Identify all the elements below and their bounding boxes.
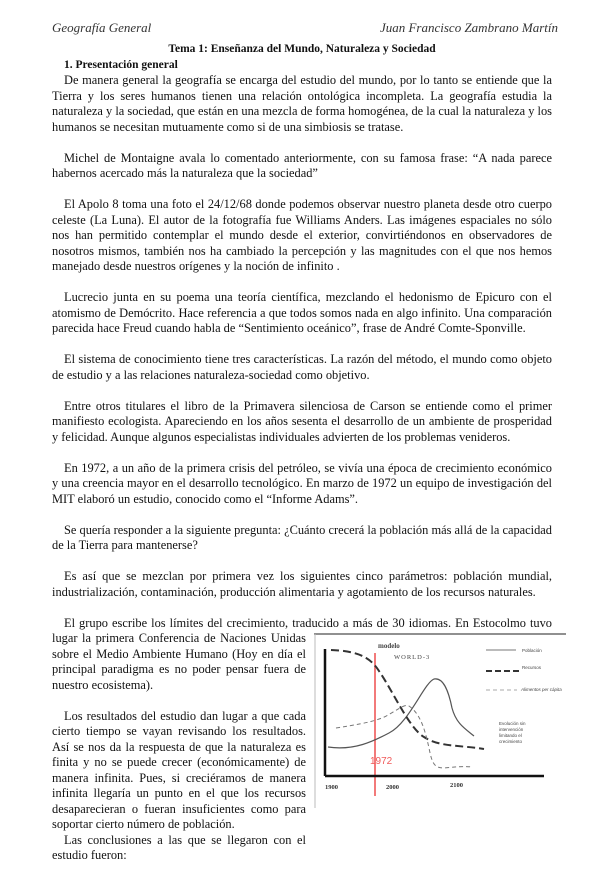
- series-resources: [331, 650, 484, 749]
- world3-chart: [314, 633, 566, 833]
- figure-title-2: WORLD-3: [394, 654, 431, 661]
- paragraph: Michel de Montaigne avala lo comentado anteriormente, con su famosa frase: “A nada parece habernos acercado más la naturaleza que la sociedad”: [52, 150, 552, 180]
- paragraph: El Apolo 8 toma una foto el 24/12/68 donde podemos observar nuestro planeta desde otro cuerpo celeste (La Luna). El autor de la fotografía fue Williams Anders. Las imágenes espaciales no sólo nos han permitido contemplar el mundo desde el exterior, convirtiéndonos en observadores de nosotros mismos, también nos ha cambiado la percepción y las magnitudes con el que nos hemos manejado desde nuestros orígenes y la noción de infinito .: [52, 197, 552, 273]
- x-tick-1900: 1900: [325, 784, 338, 791]
- series-food-per-capita: [336, 705, 472, 768]
- x-tick-2000: 2000: [386, 784, 399, 791]
- chart-note: Evolución sin intervención limitando el crecimiento: [499, 721, 526, 744]
- header-author: Juan Francisco Zambrano Martín: [379, 20, 558, 35]
- paragraph: Los resultados del estudio dan lugar a que cada cierto tiempo se vayan revisando los resultados. Así se nos da la respuesta de que la naturaleza es finita y no se puede crecer (económicamente) de manera infinita. Pues, si creciéramos de manera infinita llegaría un punto en el que los recursos desaparecieran o fueran insuficientes como para soportar cierto número de población.: [52, 708, 306, 831]
- legend-resources: Recursos: [522, 665, 542, 670]
- world3-model-figure: [314, 633, 566, 833]
- paragraph: Lucrecio junta en su poema una teoría científica, mezclando el hedonismo de Epicuro con el atomismo de Demócrito. Hace referencia a que todos somos nada en algo infinito. Una comparación parecida hace Freud cuando habla de “Sentimiento oceánico”, frase de André Comte-Sponville.: [52, 290, 552, 335]
- paragraph: Las conclusiones a las que se llegaron con el estudio fueron:: [52, 832, 306, 862]
- x-tick-2100: 2100: [450, 782, 463, 789]
- legend-population: Población: [522, 648, 542, 653]
- figure-title-1: modelo: [378, 642, 400, 650]
- year-1972-label: 1972: [370, 756, 393, 767]
- document-body: [52, 42, 562, 879]
- paragraph: Se quería responder a la siguiente pregunta: ¿Cuánto crecerá la población más allá de la capacidad de la Tierra para mantenerse?: [52, 522, 552, 552]
- paragraph: El grupo escribe los límites del crecimiento, traducido a más de 30 idiomas. En Estocolmo tuvo lugar la primera Conferencia de Naciones Unidas sobre el Medio Ambiente Humano (Hoy en día el principal paradigma es no poder pensar fuera de nuestro ecosistema).: [52, 615, 552, 692]
- paragraph: El sistema de conocimiento tiene tres características. La razón del método, el mundo como objeto de estudio y a las relaciones naturaleza-sociedad como objetivo.: [52, 352, 552, 382]
- document-title: Tema 1: Enseñanza del Mundo, Naturaleza y Sociedad: [168, 43, 436, 55]
- paragraph: De manera general la geografía se encarga del estudio del mundo, por lo tanto se entiende que la Tierra y los seres humanos tienen una relación ontológica incompleta. La geografía estudia la naturaleza y la sociedad, que están en una mezcla de forma homogénea, de la cual la naturaleza y los humanos se necesitan mutuamente como si de una simbiosis se tratase.: [52, 73, 552, 134]
- paragraph: Es así que se mezclan por primera vez los siguientes cinco parámetros: población mundial, industrialización, contaminación, producción alimentaria y agotamiento de los recursos naturales.: [52, 569, 552, 599]
- section-heading: 1. Presentación general: [64, 58, 178, 71]
- header-subject: Geografía General: [52, 20, 152, 35]
- paragraph: En 1972, a un año de la primera crisis del petróleo, se vivía una época de crecimiento económico y una creencia mayor en el desarrollo tecnológico. En marzo de 1972 un equipo de investigación del MIT elaboró un estudio, conocido como el “Informe Adams”.: [52, 460, 552, 506]
- paragraph: Entre otros titulares el libro de la Primavera silenciosa de Carson se entiende como el primer manifiesto ecologista. Apareciendo en los años sesenta el desarrollo de un ambiente de prosperidad y felicidad. Aunque algunos especialistas individuales advierten de los problemas venideros.: [52, 398, 552, 444]
- series-population: [328, 679, 474, 748]
- legend-food: Alimentos per cápita: [521, 687, 562, 692]
